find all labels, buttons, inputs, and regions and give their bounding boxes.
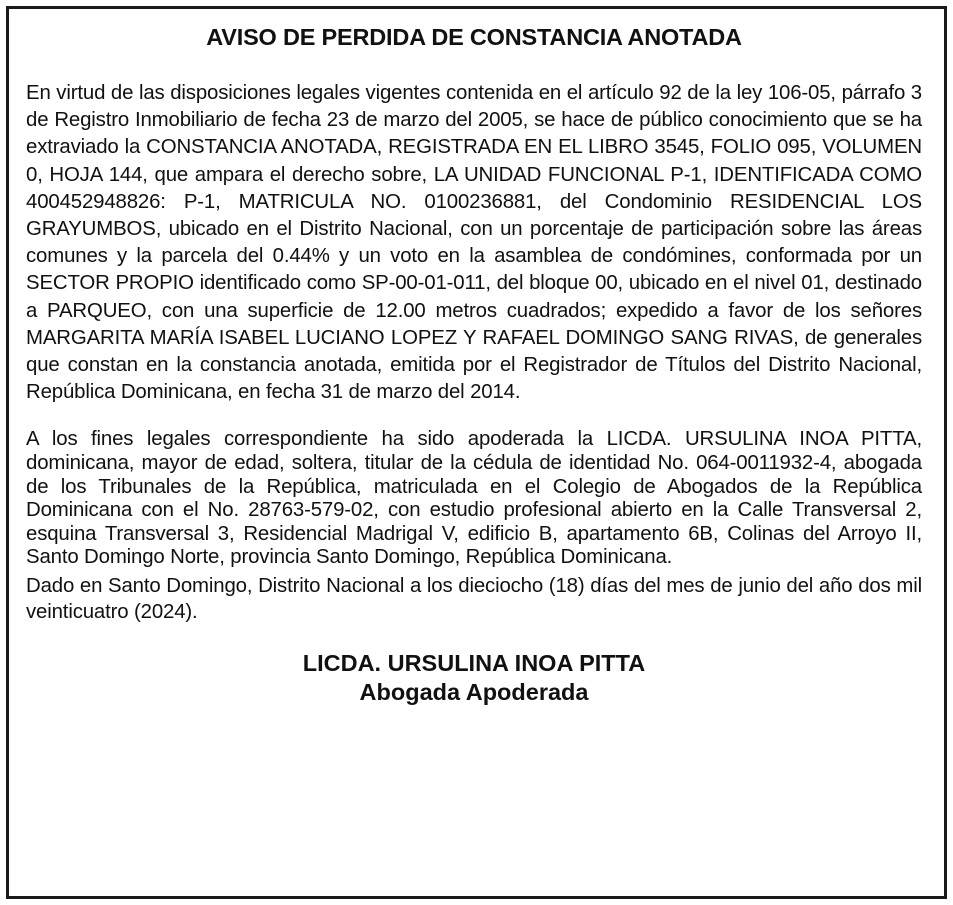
- notice-paragraph-date: Dado en Santo Domingo, Distrito Nacional a los dieciocho (18) días del mes de junio del año dos mil veinticuatro (2024).: [26, 575, 922, 623]
- signature-block: [26, 649, 922, 707]
- notice-paragraph-loss: En virtud de las disposiciones legales vigentes contenida en el artículo 92 de la ley 106-05, párrafo 3 de Registro Inmobiliario de fecha 23 de marzo del 2005, se hace de público conocimiento que se ha extraviado la CONSTANCIA ANOTADA, REGISTRADA EN EL LIBRO 3545, FOLIO 095, VOLUMEN 0, HOJA 144, que ampara el derecho sobre, LA UNIDAD FUNCIONAL P-1, IDENTIFICADA COMO 400452948826: P-1, MATRICULA NO. 0100236881, del Condominio RESIDENCIAL LOS GRAYUMBOS, ubicado en el Distrito Nacional, con un porcentaje de participación sobre las áreas comunes y la parcela del 0.44% y un voto en la asamblea de condómines, conformada por un SECTOR PROPIO identificado como SP-00-01-011, del bloque 00, ubicado en el nivel 01, destinado a PARQUEO, con una superficie de 12.00 metros cuadrados; expedido a favor de los señores MARGARITA MARÍA ISABEL LUCIANO LOPEZ Y RAFAEL DOMINGO SANG RIVAS, de generales que constan en la constancia anotada, emitida por el Registrador de Títulos del Distrito Nacional, República Dominicana, en fecha 31 de marzo del 2014.: [26, 82, 922, 404]
- notice-title: AVISO DE PERDIDA DE CONSTANCIA ANOTADA: [206, 24, 742, 50]
- notice-content: [26, 22, 922, 707]
- signature-role: Abogada Apoderada: [359, 679, 589, 705]
- notice-paragraph-attorney: A los fines legales correspondiente ha sido apoderada la LICDA. URSULINA INOA PITTA, dominicana, mayor de edad, soltera, titular de la cédula de identidad No. 064-0011932-4, abogada de los Tribunales de la República, matriculada en el Colegio de Abogados de la República Dominicana con el No. 28763-579-02, con estudio profesional abierto en la Calle Transversal 2, esquina Transversal 3, Residencial Madrigal V, edificio B, apartamento 6B, Colinas del Arroyo II, Santo Domingo Norte, provincia Santo Domingo, República Dominicana.: [26, 428, 922, 569]
- signature-name: LICDA. URSULINA INOA PITTA: [302, 650, 646, 676]
